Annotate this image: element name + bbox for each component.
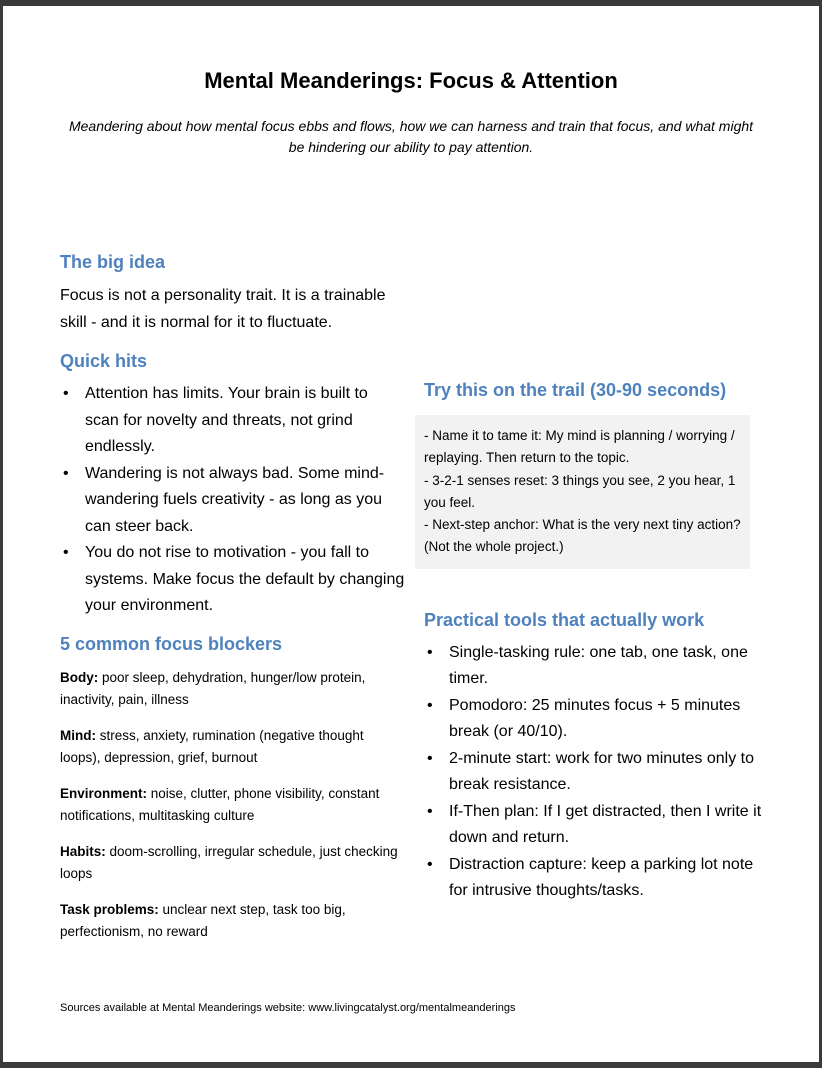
list-item-text: Single-tasking rule: one tab, one task, one timer. [449,643,748,688]
list-item-text: Attention has limits. Your brain is built to scan for novelty and threats, not grind endlessly. [85,385,368,455]
list-item-text: 2-minute start: work for two minutes only to break resistance. [449,749,754,794]
blockers-list [60,667,405,944]
trail-line: - 3-2-1 senses reset: 3 things you see, 2 you hear, 1 you feel. [424,472,736,510]
list-item [424,852,764,905]
tools-list [424,640,764,905]
list-item [424,640,764,693]
blockers-heading: 5 common focus blockers [60,633,283,654]
blocker-text: poor sleep, dehydration, hunger/low protein, inactivity, pain, illness [60,669,366,707]
list-item [424,799,764,852]
right-column [424,380,764,905]
page-subtitle: Meandering about how mental focus ebbs and flows, how we can harness and train that focus, and what might be hindering our ability to pay attention. [68,118,754,155]
list-item-text: You do not rise to motivation - you fall to systems. Make focus the default by changing your environment. [85,544,405,614]
bullet-icon: • [427,802,433,820]
blocker-label: Mind: [60,727,96,743]
blocker-item [60,725,405,770]
bullet-icon: • [427,855,433,873]
document-page [3,6,819,1062]
blocker-label: Environment: [60,785,148,801]
bullet-icon: • [427,696,433,714]
sources-footer: Sources available at Mental Meanderings website: www.livingcatalyst.org/mentalmeanderings [60,1002,516,1014]
list-item-text: If-Then plan: If I get distracted, then I write it down and return. [449,802,762,847]
blocker-item [60,899,405,944]
blocker-label: Habits: [60,843,106,859]
blocker-item [60,667,405,712]
blocker-item [60,841,405,886]
blocker-text: doom-scrolling, irregular schedule, just checking loops [60,843,398,881]
bullet-icon: • [63,544,69,561]
list-item [60,381,405,461]
list-item [60,540,405,620]
blocker-item [60,783,405,828]
blocker-label: Task problems: [60,901,159,917]
bullet-icon: • [63,464,69,482]
blocker-text: stress, anxiety, rumination (negative thought loops), depression, grief, burnout [60,727,364,765]
trail-callout-box [415,415,750,569]
list-item [424,746,764,799]
big-idea-text: Focus is not a personality trait. It is a trainable skill - and it is normal for it to fluctuate. [60,287,386,331]
list-item-text: Wandering is not always bad. Some mind-wandering fuels creativity - as long as you can steer back. [85,464,385,535]
tools-heading: Practical tools that actually work [424,609,705,630]
list-item-text: Pomodoro: 25 minutes focus + 5 minutes break (or 40/10). [449,696,741,741]
bullet-icon: • [427,643,433,661]
trail-heading: Try this on the trail (30-90 seconds) [424,380,727,400]
page-title: Mental Meanderings: Focus & Attention [204,68,618,93]
list-item [424,693,764,746]
blocker-label: Body: [60,669,99,685]
quick-hits-list [60,381,405,620]
bullet-icon: • [427,749,433,767]
quick-hits-heading: Quick hits [60,351,148,371]
blocker-text: unclear next step, task too big, perfectionism, no reward [60,901,346,939]
bullet-icon: • [63,385,69,402]
left-column [60,246,405,944]
list-item [60,461,405,541]
trail-line: - Name it to tame it: My mind is planning / worrying / replaying. Then return to the topic. [424,428,735,466]
trail-line: - Next-step anchor: What is the very next tiny action? (Not the whole project.) [424,517,741,555]
big-idea-heading: The big idea [60,252,166,272]
blocker-text: noise, clutter, phone visibility, constant notifications, multitasking culture [60,785,380,823]
list-item-text: Distraction capture: keep a parking lot note for intrusive thoughts/tasks. [449,855,754,900]
